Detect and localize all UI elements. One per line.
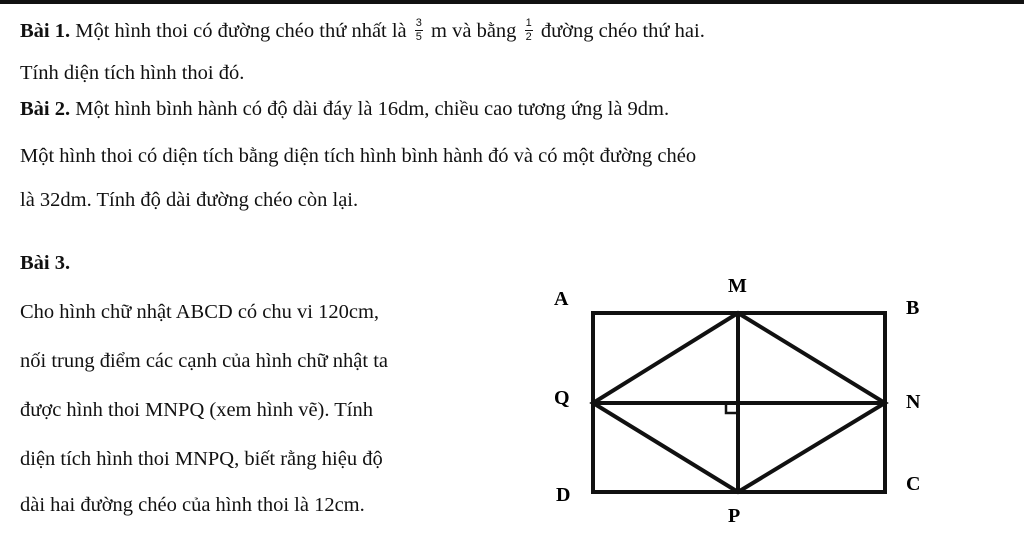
label-a: A [554, 288, 569, 310]
label-p: P [728, 505, 741, 527]
bai3-heading: Bài 3. [20, 252, 71, 274]
bai2-text-1: Một hình bình hành có độ dài đáy là 16dm, chiều cao tương ứng là 9dm. [70, 98, 670, 120]
label-m: M [728, 275, 747, 297]
label-d: D [556, 484, 571, 506]
bai1-text-2: m và bằng [425, 20, 522, 43]
bai3-line4: diện tích hình thoi MNPQ, biết rằng hiệu độ [20, 448, 383, 470]
frac2-denominator: 2 [525, 31, 532, 43]
label-c: C [906, 473, 921, 495]
frac1-denominator: 5 [415, 31, 422, 43]
frac1-numerator: 3 [415, 17, 422, 29]
bai1-text-3: đường chéo thứ hai. [535, 20, 705, 43]
bai3-line5: dài hai đường chéo của hình thoi là 12cm. [20, 494, 365, 516]
bai3-line3: được hình thoi MNPQ (xem hình vẽ). Tính [20, 399, 373, 421]
bai1-line2: Tính diện tích hình thoi đó. [20, 62, 245, 84]
bai1-text-1: Một hình thoi có đường chéo thứ nhất là [70, 20, 412, 43]
bai2-line2: Một hình thoi có diện tích bằng diện tích hình bình hành đó và có một đường chéo [20, 145, 697, 167]
label-n: N [906, 391, 921, 413]
label-q: Q [554, 387, 570, 409]
bai3-line1: Cho hình chữ nhật ABCD có chu vi 120cm, [20, 301, 380, 323]
label-b: B [906, 297, 920, 319]
bai2-heading: Bài 2. [20, 98, 71, 120]
bai3-line2: nối trung điểm các cạnh của hình chữ nhật ta [20, 350, 389, 372]
bai2-line3: là 32dm. Tính độ dài đường chéo còn lại. [20, 189, 359, 211]
frac2-numerator: 1 [525, 17, 532, 29]
bai1-heading: Bài 1. [20, 20, 71, 43]
